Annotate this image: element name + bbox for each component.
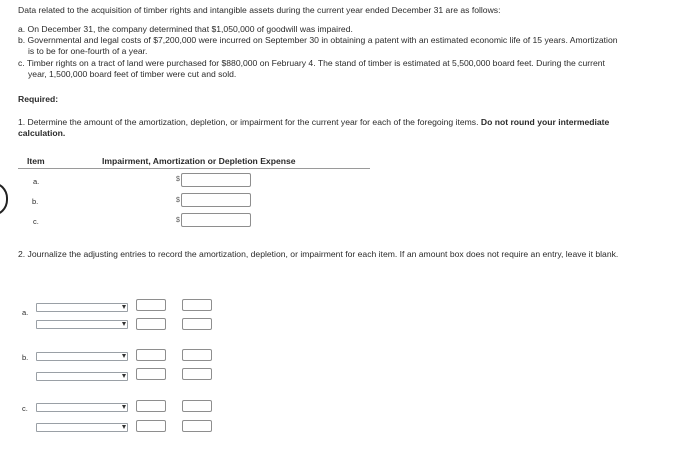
debit-input[interactable]	[136, 400, 166, 412]
entry-label: b.	[22, 353, 29, 362]
chevron-down-icon	[122, 354, 126, 358]
debit-input[interactable]	[136, 299, 166, 311]
page-edge-mark	[0, 182, 8, 216]
question-1	[18, 117, 658, 139]
account-select[interactable]	[36, 352, 128, 361]
chevron-down-icon	[122, 322, 126, 326]
entry-label: a.	[22, 308, 29, 317]
question-2-text: 2. Journalize the adjusting entries to record the amortization, depletion, or impairment for each item. If an amount box does not require an entry, leave it blank.	[18, 249, 619, 259]
credit-input[interactable]	[182, 420, 212, 432]
credit-input[interactable]	[182, 400, 212, 412]
expense-amount-input-c[interactable]	[181, 213, 251, 227]
item-b-text: b. Governmental and legal costs of $7,200,000 were incurred on September 30 in obtaining a patent with an estimated economic life of 15 years. Amortization	[18, 35, 618, 45]
account-select[interactable]	[36, 303, 128, 312]
question-1-instruction: Do not round your intermediate calculation.	[18, 117, 610, 138]
debit-input[interactable]	[136, 349, 166, 361]
row-label: b.	[32, 197, 39, 206]
required-label: Required:	[18, 94, 59, 104]
currency-symbol: $	[176, 217, 180, 224]
column-header-expense: Impairment, Amortization or Depletion Expense	[102, 156, 296, 166]
question-1-text: 1. Determine the amount of the amortization, depletion, or impairment for the current year for each of the foregoing items.	[18, 117, 479, 127]
item-b-continuation: is to be for one-fourth of a year.	[28, 46, 148, 56]
currency-symbol: $	[176, 176, 180, 183]
row-label: c.	[33, 217, 39, 226]
chevron-down-icon	[122, 374, 126, 378]
credit-input[interactable]	[182, 318, 212, 330]
currency-symbol: $	[176, 197, 180, 204]
expense-amount-input-b[interactable]	[181, 193, 251, 207]
item-a-text: a. On December 31, the company determined that $1,050,000 of goodwill was impaired.	[18, 24, 353, 34]
account-select[interactable]	[36, 372, 128, 381]
expense-amount-input-a[interactable]	[181, 173, 251, 187]
credit-input[interactable]	[182, 299, 212, 311]
header-divider	[18, 168, 370, 169]
row-label: a.	[33, 177, 40, 186]
chevron-down-icon	[122, 425, 126, 429]
chevron-down-icon	[122, 305, 126, 309]
item-c-text: c. Timber rights on a tract of land were purchased for $880,000 on February 4. The stand of timber is estimated at 5,500,000 board feet. During the current	[18, 58, 605, 68]
account-select[interactable]	[36, 423, 128, 432]
account-select[interactable]	[36, 403, 128, 412]
credit-input[interactable]	[182, 349, 212, 361]
account-select[interactable]	[36, 320, 128, 329]
chevron-down-icon	[122, 405, 126, 409]
debit-input[interactable]	[136, 318, 166, 330]
column-header-item: Item	[27, 156, 45, 166]
debit-input[interactable]	[136, 420, 166, 432]
entry-label: c.	[22, 404, 28, 413]
item-c-continuation: year, 1,500,000 board feet of timber were cut and sold.	[28, 69, 237, 79]
debit-input[interactable]	[136, 368, 166, 380]
credit-input[interactable]	[182, 368, 212, 380]
intro-text: Data related to the acquisition of timber rights and intangible assets during the current year ended December 31 are as follows:	[18, 5, 501, 15]
